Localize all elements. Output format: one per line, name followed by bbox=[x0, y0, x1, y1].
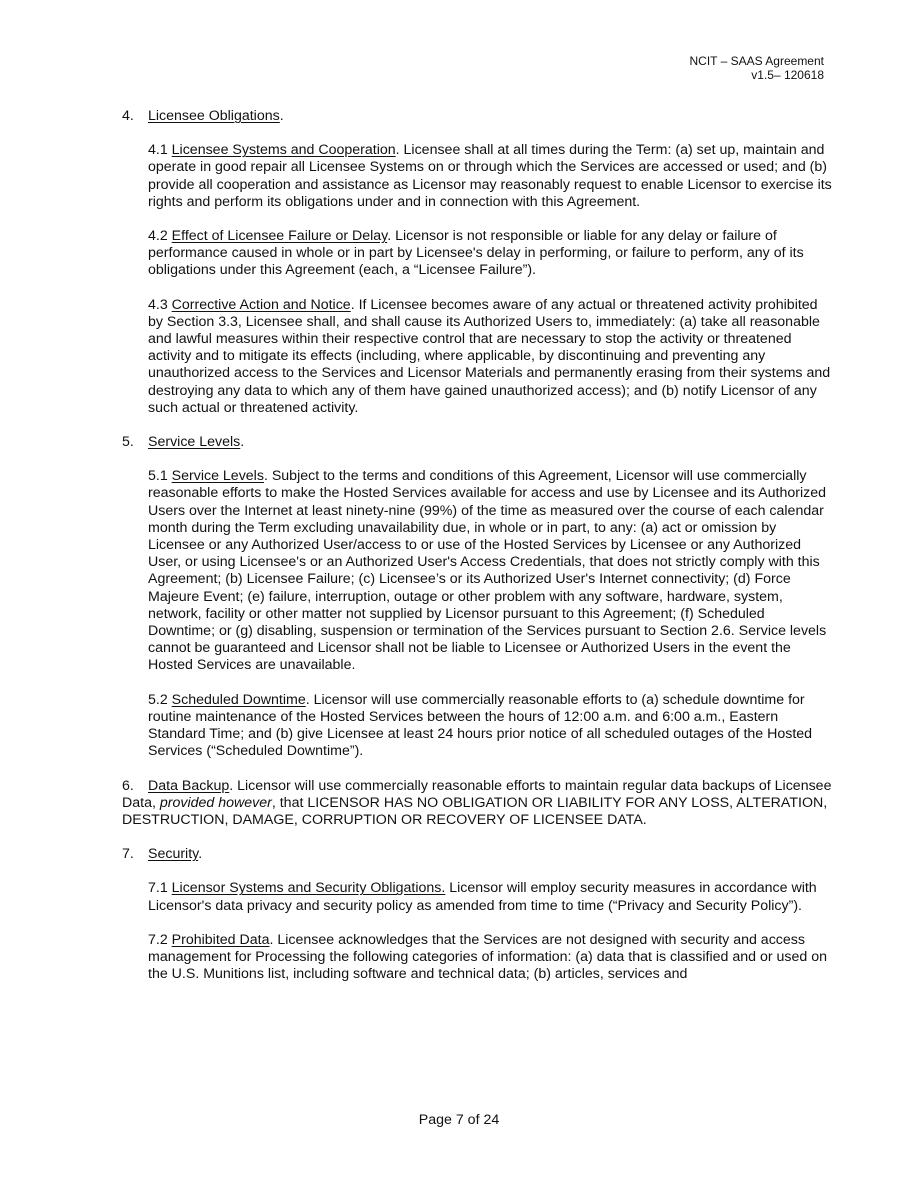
clause-title: Licensor Systems and Security Obligations. bbox=[171, 880, 446, 897]
clause-4-3: 4.3 Corrective Action and Notice. If Licensee becomes aware of any actual or threatened activity prohibited by Section 3.3, Licensee shall, and shall cause its Authorized Users to, immediately: (a) take all reasonable and lawful measures within their respective control that are necessary to stop the activity or threatened activity and to mitigate its effects (including, where applicable, by discontinuing and preventing any unauthorized access to the Services and Licensor Materials and permanently erasing from their systems and destroying any data to which any of them have gained unauthorized access); and (b) notify Licensor of any such actual or threatened activity. bbox=[148, 296, 831, 416]
clause-title: Corrective Action and Notice bbox=[171, 296, 351, 313]
section-4-heading: 4. Licensee Obligations. bbox=[122, 108, 284, 124]
section-title: Security bbox=[148, 846, 199, 863]
clause-title: Service Levels bbox=[171, 468, 264, 485]
clause-7-2: 7.2 Prohibited Data. Licensee acknowledges that the Services are not designed with security and access management for Processing the following categories of information: (a) data that is classified and or used on the U.S. Munitions list, including software and technical data; (b) articles, services and bbox=[148, 931, 828, 983]
clause-5-1: 5.1 Service Levels. Subject to the terms and conditions of this Agreement, Licensor will use commercially reasonable efforts to make the Hosted Services available for access and use by Licensee and its Authorized Users over the Internet at least ninety-nine (99%) of the time as measured over the course of each calendar month during the Term excluding unavailability due, in whole or in part, to any: (a) act or omission by Licensee or any Authorized User/access to or use of the Hosted Services by Licensee or any Authorized User, or using Licensee's or an Authorized User's Access Credentials, that does not strictly comply with this Agreement; (b) Licensee Failure; (c) Licensee’s or its Authorized User's Internet connectivity; (d) Force Majeure Event; (e) failure, interruption, outage or other problem with any software, hardware, system, network, facility or other matter not supplied by Licensor pursuant to this Agreement; (f) Scheduled Downtime; or (g) disabling, suspension or termination of the Services pursuant to Section 2.6. Service levels cannot be guaranteed and Licensor shall not be liable to Licensee or Authorized Users in the event the Hosted Services are unavailable. bbox=[148, 468, 827, 674]
clause-title: Prohibited Data bbox=[171, 931, 270, 948]
section-title: Service Levels bbox=[148, 434, 241, 451]
section-title: Data Backup bbox=[148, 777, 230, 794]
clause-text: . Licensor will use commercially reasonable efforts to (a) schedule downtime for routine maintenance of the Hosted Services between the hours of 12:00 a.m. and 6:00 a.m., Eastern Standard Time; and (b) give Licensee at least 24 hours prior notice of all scheduled outages of the Hosted Services (“Scheduled Downtime”). bbox=[148, 691, 813, 760]
section-6-paragraph: 6. Data Backup. Licensor will use commercially reasonable efforts to maintain regular data backups of Licensee Data, provided however, that LICENSOR HAS NO OBLIGATION OR LIABILITY FOR ANY LOSS, ALTERATION, DESTRUCTION, DAMAGE, CORRUPTION OR RECOVERY OF LICENSEE DATA. bbox=[122, 777, 832, 828]
clause-text: . Licensee acknowledges that the Services are not designed with security and access management for Processing the following categories of information: (a) data that is classified and or used on the U.S. Munitions list, including software and technical data; (b) articles, services and bbox=[148, 931, 828, 983]
clause-text: . Licensee shall at all times during the Term: (a) set up, maintain and operate in good repair all Licensee Systems on or through which the Services are accessed or used; and (b) provide all cooperation and assistance as Licensor may reasonably request to enable Licensor to exercise its rights and perform its obligations under and in connection with this Agreement. bbox=[148, 142, 832, 210]
section-5-heading: 5. Service Levels. bbox=[122, 434, 245, 451]
header-doc-title: NCIT – SAAS Agreement bbox=[689, 54, 824, 68]
clause-title: Scheduled Downtime bbox=[171, 691, 306, 708]
clause-title: Effect of Licensee Failure or Delay bbox=[171, 228, 388, 245]
section-7-heading: 7. Security. bbox=[122, 846, 203, 863]
header-version: v1.5– 120618 bbox=[751, 68, 824, 82]
page-number: Page 7 of 24 bbox=[418, 1112, 500, 1128]
section-title: Licensee Obligations bbox=[148, 108, 280, 124]
clause-text: . Licensor is not responsible or liable for any delay or failure of performance caused in whole or in part by Licensee's delay in performing, or failure to perform, any of its obligations under this Agreement (each, a “Licensee Failure”). bbox=[148, 228, 804, 279]
clause-5-2: 5.2 Scheduled Downtime. Licensor will use commercially reasonable efforts to (a) schedule downtime for routine maintenance of the Hosted Services between the hours of 12:00 a.m. and 6:00 a.m., Eastern Standard Time; and (b) give Licensee at least 24 hours prior notice of all scheduled outages of the Hosted Services (“Scheduled Downtime”). bbox=[148, 691, 813, 760]
section-number: 5. bbox=[122, 434, 134, 451]
clause-4-1: 4.1 Licensee Systems and Cooperation. Licensee shall at all times during the Term: (a) set up, maintain and operate in good repair all Licensee Systems on or through which the Services are accessed or used; and (b) provide all cooperation and assistance as Licensor may reasonably request to enable Licensor to exercise its rights and perform its obligations under and in connection with this Agreement. bbox=[148, 142, 832, 210]
document-body bbox=[122, 108, 832, 1000]
clause-7-1: 7.1 Licensor Systems and Security Obligations. Licensor will employ security measures in accordance with Licensor's data privacy and security policy as amended from time to time (“Privacy and Security Policy”). bbox=[148, 880, 817, 914]
clause-text: . If Licensee becomes aware of any actual or threatened activity prohibited by Section 3.3, Licensee shall, and shall cause its Authorized Users to, immediately: (a) take all reasonable and lawful measures within their respective control that are necessary to stop the activity or threatened activity and to mitigate its effects (including, where applicable, by discontinuing and preventing any unauthorized access to the Services and Licensor Materials and permanently erasing from their systems and destroying any data to which any of them have gained unauthorized access); and (b) notify Licensor of any such actual or threatened activity. bbox=[148, 296, 831, 416]
clause-4-2: 4.2 Effect of Licensee Failure or Delay. Licensor is not responsible or liable for any delay or failure of performance caused in whole or in part by Licensee's delay in performing, or failure to perform, any of its obligations under this Agreement (each, a “Licensee Failure”). bbox=[148, 228, 804, 279]
clause-text: . Subject to the terms and conditions of this Agreement, Licensor will use commercially reasonable efforts to make the Hosted Services available for access and use by Licensee and its Authorized Users over the Internet at least ninety-nine (99%) of the time as measured over the course of each calendar month during the Term excluding unavailability due, in whole or in part, to any: (a) act or omission by Licensee or any Authorized User/access to or use of the Hosted Services by Licensee or any Authorized User, or using Licensee's or an Authorized User's Access Credentials, that does not strictly comply with this Agreement; (b) Licensee Failure; (c) Licensee’s or its Authorized User's Internet connectivity; (d) Force Majeure Event; (e) failure, interruption, outage or other problem with any software, hardware, system, network, facility or other matter not supplied by Licensor pursuant to this Agreement; (f) Scheduled Downtime; or (g) disabling, suspension or termination of the Services pursuant to Section 2.6. Service levels cannot be guaranteed and Licensor shall not be liable to Licensee or Authorized Users in the event the Hosted Services are unavailable. bbox=[148, 468, 827, 674]
section-number: 4. bbox=[122, 108, 134, 124]
clause-title: Licensee Systems and Cooperation bbox=[171, 142, 396, 159]
section-number: 7. bbox=[122, 846, 134, 863]
clause-text: Licensor will employ security measures in accordance with Licensor's data privacy and security policy as amended from time to time (“Privacy and Security Policy”). bbox=[148, 880, 817, 914]
page-header bbox=[689, 54, 824, 82]
section-number: 6. bbox=[122, 777, 134, 794]
